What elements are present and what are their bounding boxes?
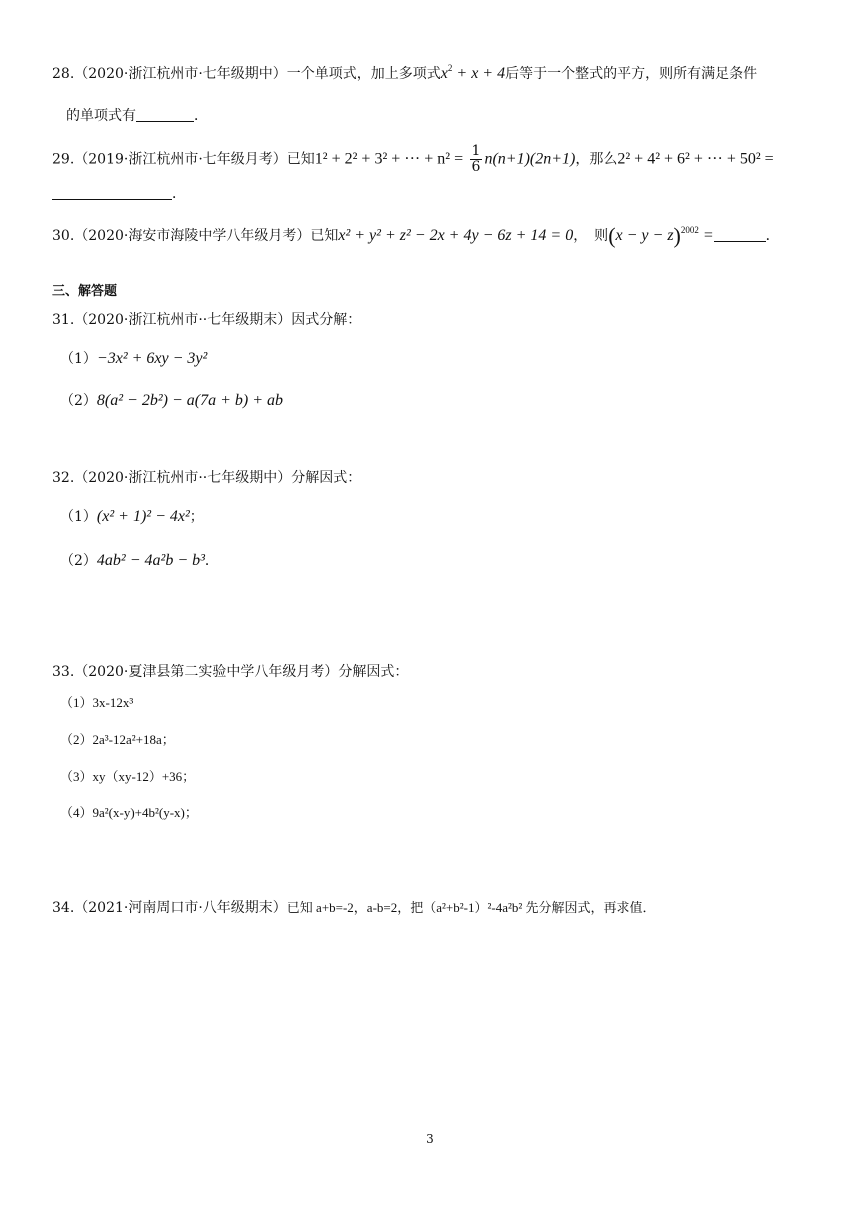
math-expression: 1² + 2² + 3² + ··· + n² = [314, 150, 464, 168]
question-source: （2020·夏津县第二实验中学八年级月考） [74, 664, 339, 680]
question-28 [52, 64, 757, 84]
question-31-item-1: （1）−3x² + 6xy − 3y² [60, 350, 208, 367]
question-number: 32. [52, 470, 75, 486]
math-expression: $(x - y - z)^{2002}$ = [608, 223, 714, 248]
question-number: 34. [52, 900, 75, 916]
question-32: 32.（2020·浙江杭州市··七年级期中）分解因式： [52, 470, 362, 486]
question-34: 34.（2021·河南周口市·八年级期末）已知 a+b=-2，a-b=2，把（a²+b²-1）²-4a²b² 先分解因式，再求值． [52, 900, 656, 916]
question-30: 30.（2020·海安市海陵中学八年级月考）已知x² + y² + z² − 2x + 4y − 6z + 14 = 0， 则$(x - y - z)^{2002}$ = ． [52, 223, 780, 248]
answer-blank[interactable] [52, 185, 172, 200]
question-32-item-2: （2）4ab² − 4a²b − b³． [60, 552, 219, 569]
question-number: 31. [52, 312, 75, 328]
question-source: （2020·浙江杭州市·七年级期中） [74, 66, 287, 82]
question-source: （2019·浙江杭州市·七年级月考） [74, 151, 287, 168]
question-source: （2020·浙江杭州市··七年级期末） [74, 312, 292, 328]
question-33-item-1: （1）3x-12x³ [60, 695, 134, 710]
math-expression: x² + y² + z² − 2x + 4y − 6z + 14 = 0 [338, 227, 574, 244]
question-33-item-4: （4）9a²(x-y)+4b²(y-x)； [60, 805, 198, 820]
math-expression: n(n+1)(2n+1) [484, 150, 576, 168]
math-expression: $x^2 + x + 4$ [440, 63, 506, 82]
question-29-cont: ． [52, 184, 186, 204]
question-33-item-2: （2）2a³-12a²+18a； [60, 732, 175, 747]
question-number: 28. [52, 66, 75, 82]
section-title: 三、解答题 [52, 284, 118, 299]
question-source: （2020·浙江杭州市··七年级期中） [74, 470, 292, 486]
question-31-item-2: （2）8(a² − 2b²) − a(7a + b) + ab [60, 392, 284, 409]
question-33: 33.（2020·夏津县第二实验中学八年级月考）分解因式： [52, 664, 409, 680]
question-source: （2020·海安市海陵中学八年级月考） [74, 228, 311, 244]
question-number: 33. [52, 664, 75, 680]
answer-blank[interactable] [136, 107, 194, 122]
page-number: 3 [426, 1132, 434, 1146]
answer-blank[interactable] [714, 227, 766, 242]
math-expression: 2² + 4² + 6² + ··· + 50² = [617, 150, 774, 168]
question-29: 29.（2019·浙江杭州市·七年级月考）已知1² + 2² + 3² + ··· + n² = $\frac{1}{6}$ n(n+1)(2n+1)，那么2² + 4² + 6² + ··· + 50² = [52, 143, 774, 175]
question-33-item-3: （3）xy（xy-12）+36； [60, 769, 196, 784]
question-32-item-1: （1）(x² + 1)² − 4x²； [60, 508, 204, 525]
fraction: $\frac{1}{6}$ [471, 143, 481, 175]
question-text: 一个单项式，加上多项式 [286, 66, 441, 82]
question-number: 29. [52, 151, 75, 168]
question-number: 30. [52, 228, 75, 244]
question-28-cont: 的单项式有 ． [66, 108, 208, 124]
question-source: （2021·河南周口市·八年级期末） [74, 900, 287, 916]
question-31: 31.（2020·浙江杭州市··七年级期末）因式分解： [52, 312, 362, 328]
question-text: 后等于一个整式的平方，则所有满足条件 [505, 66, 758, 82]
